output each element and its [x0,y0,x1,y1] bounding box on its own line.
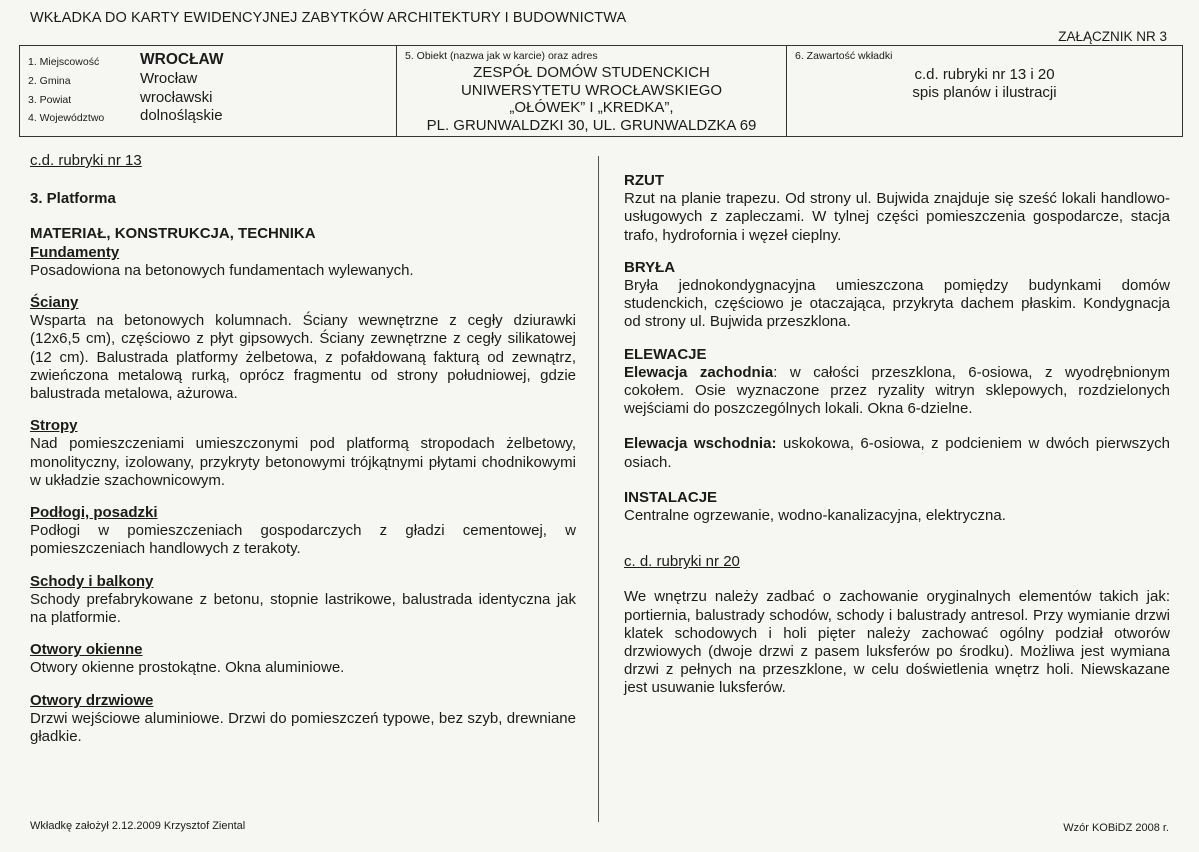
column-divider [598,156,599,822]
contents-list [787,66,1182,102]
elewacja-zachodnia-desc: : w całości przeszklona, 6-osiowa, z wyodrębnionym cokołem. Osie wyznaczone przez ryzality witryn sklepowych, rozdzielonych wejściami do poszczególnych lokali. Okna 6-dzielne. [624,363,1170,418]
object-line: PL. GRUNWALDZKI 30, UL. GRUNWALDZKA 69 [426,116,757,134]
field-label: 2. Gmina [28,75,71,87]
rzut-heading: RZUT [624,172,664,189]
field-value: WROCŁAW [140,51,224,68]
field-locality [28,51,388,70]
elewacja-wschodnia-desc: uskokowa, 6-osiowa, z podcieniem w dwóch pierwszych osiach. [624,435,1170,471]
left-column [30,152,576,746]
object-line: ZESPÓŁ DOMÓW STUDENCKICH [473,64,710,81]
instalacje-text: Centralne ogrzewanie, wodno-kanalizacyjna, elektryczna. [624,507,1006,525]
location-cell [20,46,396,136]
field-label: 3. Powiat [28,94,72,106]
right-column [624,172,1170,698]
field-label: 4. Województwo [28,112,105,124]
rubryka-20-text: We wnętrzu należy zadbać o zachowanie oryginalnych elementów takich jak: portiernia, balustrady schodów, schody i balustrady antresol. Przy wymianie drzwi klatek schodowych i holi pięter należy zachować ogólny podział otworów drzwiowych (dwoje drzwi z pasem luksferów po środku). Możliwa jest wymiana drzwi z pełnych na przeszklone, w celu doświetlenia wnętrz holi. Niewskazane jest usuwanie luksferów. [624,588,1170,697]
object-cell [396,46,786,136]
section-reference: c.d. rubryki nr 13 [30,152,142,169]
field-voivodeship [28,107,388,126]
field-value: Wrocław [140,70,198,87]
schody-heading: Schody i balkony [30,572,154,590]
field-value: wrocławski [140,89,213,106]
elewacje-heading: ELEWACJE [624,345,707,363]
object-line: UNIWERSYTETU WROCŁAWSKIEGO [460,81,723,99]
bryla-text: Bryła jednokondygnacyjna umieszczona pomiędzy budynkami domów studenckich, częściowo je otaczająca, przykryta dachem płaskim. Kondygnacja od strony ul. Bujwida przeszklona. [624,277,1170,331]
stropy-heading: Stropy [30,417,78,435]
elewacja-wschodnia-text [624,435,1170,471]
footer-author: Wkładkę założył 2.12.2009 Krzysztof Ziental [30,820,246,832]
field-value: dolnośląskie [140,107,223,124]
field-county [28,89,388,108]
contents-line: c.d. rubryki nr 13 i 20 [914,66,1055,83]
stropy-text: Nad pomieszczeniami umieszczonymi pod platformą stropodach żelbetowy, monolityczny, izolowany, przykryty betonowymi trójkątnymi płytami chodnikowymi w układzie szachownicowym. [30,435,576,489]
instalacje-heading: INSTALACJE [624,488,718,506]
fundamenty-text: Posadowiona na betonowych fundamentach wylewanych. [30,261,414,279]
elewacja-zachodnia-label: Elewacja zachodnia [624,363,774,381]
bryla-heading: BRYŁA [624,258,676,276]
annex-number: ZAŁĄCZNIK NR 3 [1058,29,1167,44]
elewacja-wschodnia-label: Elewacja wschodnia: [624,435,777,453]
rzut-text: Rzut na planie trapezu. Od strony ul. Bujwida znajduje się sześć lokali handlowo-usługowych z zapleczami. W tylnej części pomieszczenia gospodarcze, stacja trafo, hydrofornia i węzeł cieplny. [624,190,1170,244]
podlogi-heading: Podłogi, posadzki [30,504,158,522]
object-address [397,64,786,134]
field-label: 1. Miejscowość [28,56,100,68]
drzwiowe-text: Drzwi wejściowe aluminiowe. Drzwi do pomieszczeń typowe, bez szyb, drewniane gładkie. [30,709,576,746]
material-heading: MATERIAŁ, KONSTRUKCJA, TECHNIKA [30,225,316,243]
object-label: 5. Obiekt (nazwa jak w karcie) oraz adres [405,50,598,62]
drzwiowe-heading: Otwory drzwiowe [30,691,154,709]
field-commune [28,70,388,89]
elewacja-zachodnia-text [624,364,1170,419]
section-reference-20: c. d. rubryki nr 20 [624,553,740,571]
contents-label: 6. Zawartość wkładki [795,50,893,62]
sciany-text: Wsparta na betonowych kolumnach. Ściany wewnętrzne z cegły dziurawki (12x6,5 cm), częściowo z płyt gipsowych. Ściany zewnętrzne z cegły silikatowej (12 cm). Balustrada platformy żelbetowa, z pofałdowaną fakturą od zewnątrz, zwieńczona metalową rurką, oprócz fragmentu od strony południowej, gdzie balustrada metalowa, ażurowa. [30,312,576,403]
okienne-text: Otwory okienne prostokątne. Okna aluminiowe. [30,659,345,677]
podlogi-text: Podłogi w pomieszczeniach gospodarczych z gładzi cementowej, w pomieszczeniach handlowych z terakoty. [30,522,576,558]
fundamenty-heading: Fundamenty [30,243,120,261]
object-line: „OŁÓWEK” I „KREDKA”, [509,99,674,116]
okienne-heading: Otwory okienne [30,641,143,659]
form-title: WKŁADKA DO KARTY EWIDENCYJNEJ ZABYTKÓW ARCHITEKTURY I BUDOWNICTWA [30,10,627,26]
section-title: 3. Platforma [30,190,116,208]
contents-line: spis planów i ilustracji [912,84,1057,101]
footer-template: Wzór KOBiDZ 2008 r. [1063,822,1169,834]
contents-cell [786,46,1182,136]
info-table [19,45,1183,137]
sciany-heading: Ściany [30,294,79,312]
schody-text: Schody prefabrykowane z betonu, stopnie lastrikowe, balustrada identyczna jak na platformie. [30,590,576,627]
